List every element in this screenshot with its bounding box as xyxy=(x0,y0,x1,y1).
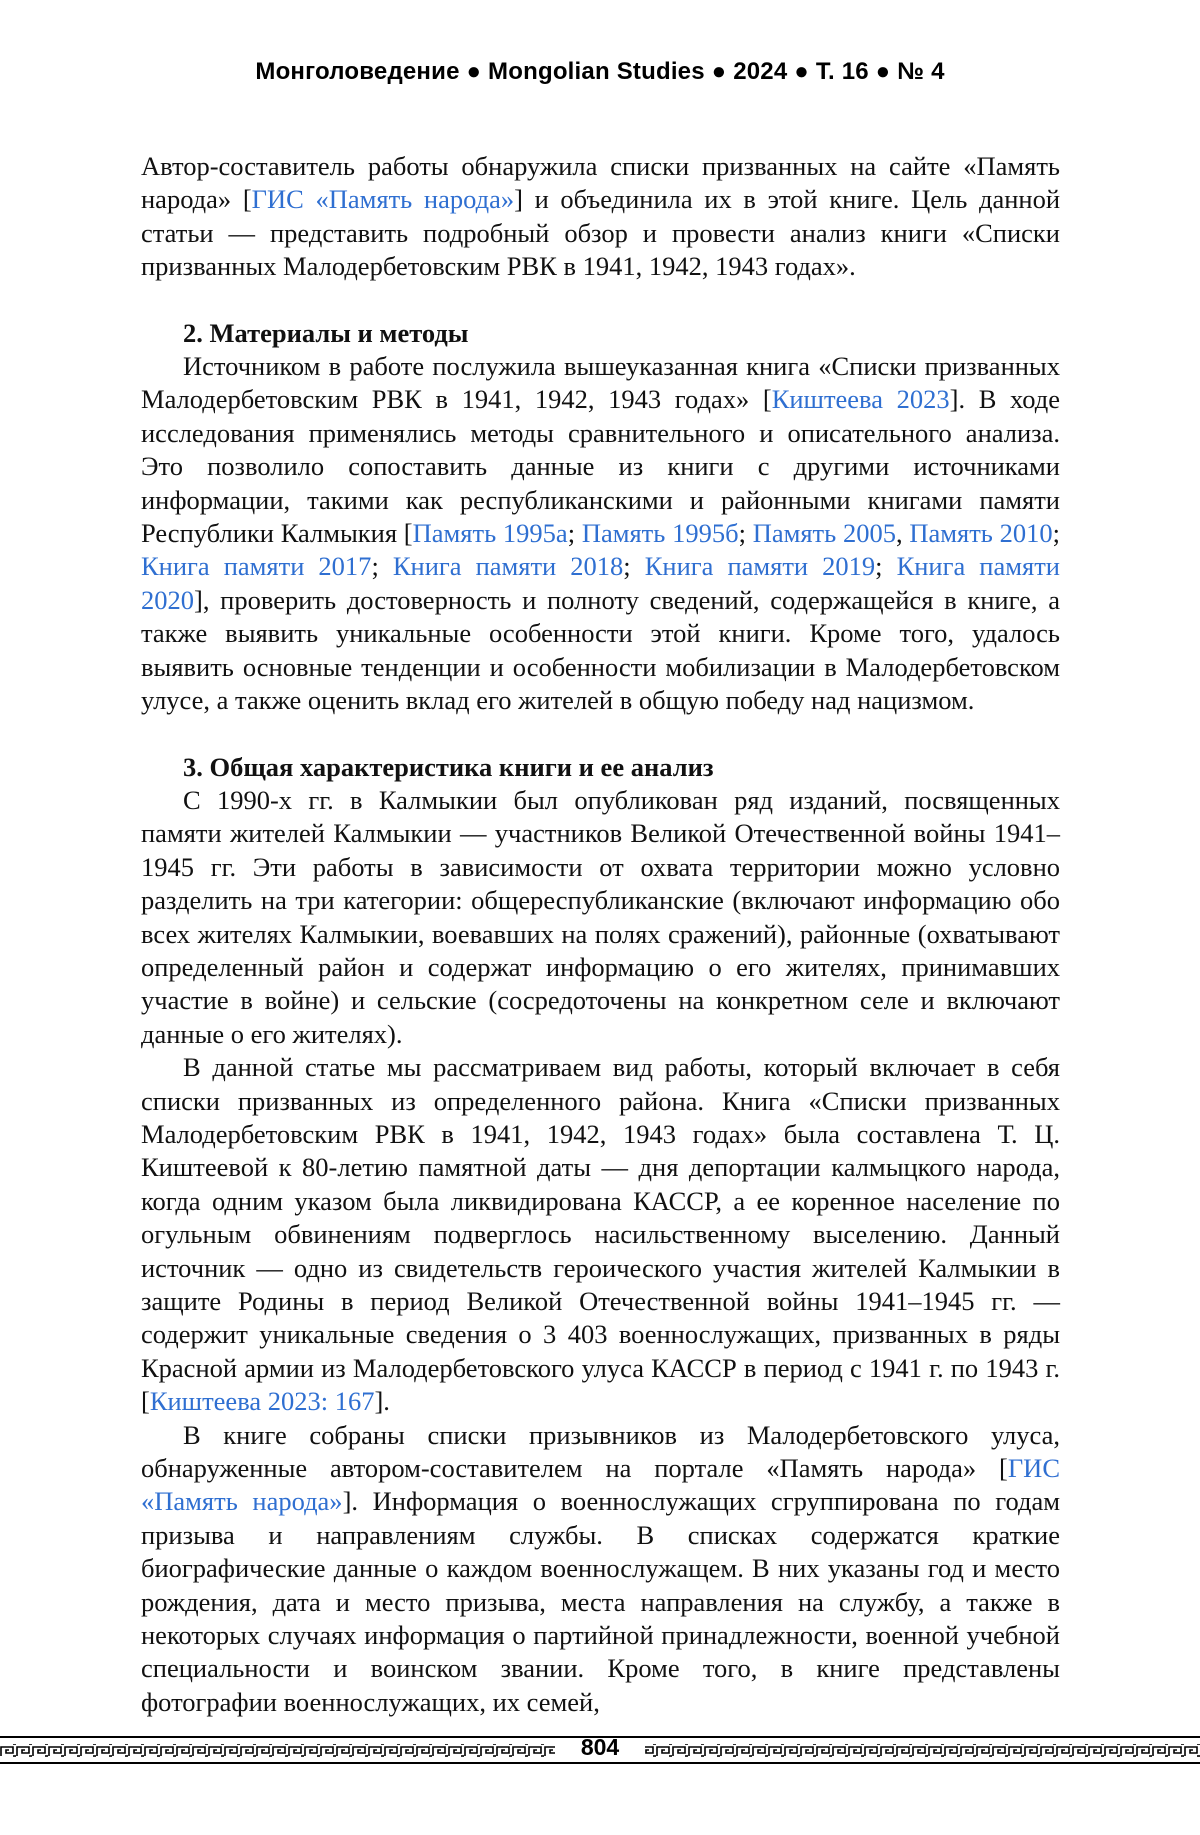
section-2-text-1: Источником в работе послужила вышеуказанная книга «Списки призванных Малодербетовским РВК в 1941, 1942, 1943 годах» [ xyxy=(141,351,1060,415)
section-2-text-3: ], проверить достоверность и полноту сведений, содержащейся в книге, а также выявить уникальные особенности этой книги. Кроме того, удалось выявить основные тенденции и особенности мобилизации в Малодербетовском улусе, а также оценить вклад его жителей в общую победу над нацизмом. xyxy=(141,584,1060,716)
page-number: 804 xyxy=(580,1734,620,1760)
ref-separator: ; xyxy=(623,551,645,582)
section-3-heading: 3. Общая характеристика книги и ее анализ xyxy=(183,751,714,782)
section-3-p2-text-1: В данной статье мы рассматриваем вид работы, который включает в себя списки призванных из определенного района. Книга «Списки призванных Малодербетовским РВК в 1941, 1942, 1943 годах» была составлена Т. Ц. Киштеевой к 80-летию памятной даты — дня депортации калмыцкого народа, когда одним указом была ликвидирована КАССР, а ее коренное население по огульным обвинениям подверглось насильственному выселению. Данный источник — одно из свидетельств героического участия жителей Калмыкии в защите Родины в период Великой Отечественной войны 1941–1945 гг. — содержит уникальные сведения о 3 403 военнослужащих, призванных в ряды Красной армии из Малодербетовского улуса КАССР в период с 1941 г. по 1943 г. [ xyxy=(141,1052,1060,1417)
intro-text-1: Автор-составитель работы обнаружила списки призванных на сайте «Память народа» [ xyxy=(141,151,1060,215)
ref-separator: ; xyxy=(875,551,897,582)
ref-separator: ; xyxy=(1052,518,1061,549)
ref-pamyat-2005[interactable]: Память 2005 xyxy=(752,518,896,549)
article-body xyxy=(141,150,1060,1719)
ref-separator: , xyxy=(895,518,910,549)
section-3-p3-text-1: В книге собраны списки призывников из Малодербетовского улуса, обнаруженные автором-составителем на портале «Память народа» [ xyxy=(141,1419,1060,1484)
ref-kniga-pamyati-2019[interactable]: Книга памяти 2019 xyxy=(644,551,876,582)
intro-paragraph xyxy=(141,150,1060,284)
ref-kishteeva-2023-167[interactable]: Киштеева 2023: 167 xyxy=(149,1386,375,1417)
section-2-paragraph xyxy=(141,350,1060,717)
section-2-text-2: ]. В ходе исследования применялись методы сравнительного и описательного анализа. Это позволило сопоставить данные из книги с другими источниками информации, такими как республиканскими и районными книгами памяти Республики Калмыкия [ xyxy=(141,384,1061,549)
ref-kniga-pamyati-2020[interactable]: Книга памяти 2020 xyxy=(141,551,1060,615)
section-3-paragraph-2 xyxy=(141,1051,1060,1418)
running-head: Монголоведение ● Mongolian Studies ● 2024 ● Т. 16 ● № 4 xyxy=(255,58,945,85)
section-3-p3-text-2: ]. Информация о военнослужащих сгруппирована по годам призыва и направлениям службы. В списках содержатся краткие биографические данные о каждом военнослужащем. В них указаны год и место рождения, дата и место призыва, места направления на службу, а также в некоторых случаях информация о партийной принадлежности, военной учебной специальности и воинском звании. Кроме того, в книге представлены фотографии военнослужащих, их семей, xyxy=(141,1486,1060,1717)
ref-gis-pamyat-naroda[interactable]: ГИС «Память народа» xyxy=(251,184,515,215)
section-3-p2-text-2: ]. xyxy=(374,1386,390,1417)
ref-separator: ; xyxy=(738,518,753,549)
ref-kishteeva-2023[interactable]: Киштеева 2023 xyxy=(771,384,950,415)
section-2-heading: 2. Материалы и методы xyxy=(183,317,469,348)
intro-text-2: ] и объединила их в этой книге. Цель данной статьи — представить подробный обзор и провести анализ книги «Списки призванных Малодербетовским РВК в 1941, 1942, 1943 годах». xyxy=(141,184,1060,282)
ref-gis-pamyat-naroda[interactable]: ГИС «Память народа» xyxy=(141,1453,1060,1517)
ref-pamyat-1995a[interactable]: Память 1995а xyxy=(412,518,568,549)
ref-kniga-pamyati-2017[interactable]: Книга памяти 2017 xyxy=(141,551,372,582)
ref-separator: ; xyxy=(371,551,393,582)
ref-separator: ; xyxy=(567,518,582,549)
section-3-paragraph-3 xyxy=(141,1419,1060,1720)
ref-pamyat-2010[interactable]: Память 2010 xyxy=(909,518,1053,549)
section-3-paragraph-1: С 1990-х гг. в Калмыкии был опубликован ряд изданий, посвященных памяти жителей Калмыкии — участников Великой Отечественной войны 1941–1945 гг. Эти работы в зависимости от охвата территории можно условно разделить на три категории: общереспубликанские (включают информацию обо всех жителях Калмыкии, воевавших на полях сражений), районные (охватывают определенный район и содержат информацию о его жителях, принимавших участие в войне) и сельские (сосредоточены на конкретном селе и включают данные о его жителях). xyxy=(141,784,1060,1049)
ref-kniga-pamyati-2018[interactable]: Книга памяти 2018 xyxy=(392,551,624,582)
ref-pamyat-1995b[interactable]: Память 1995б xyxy=(581,518,739,549)
